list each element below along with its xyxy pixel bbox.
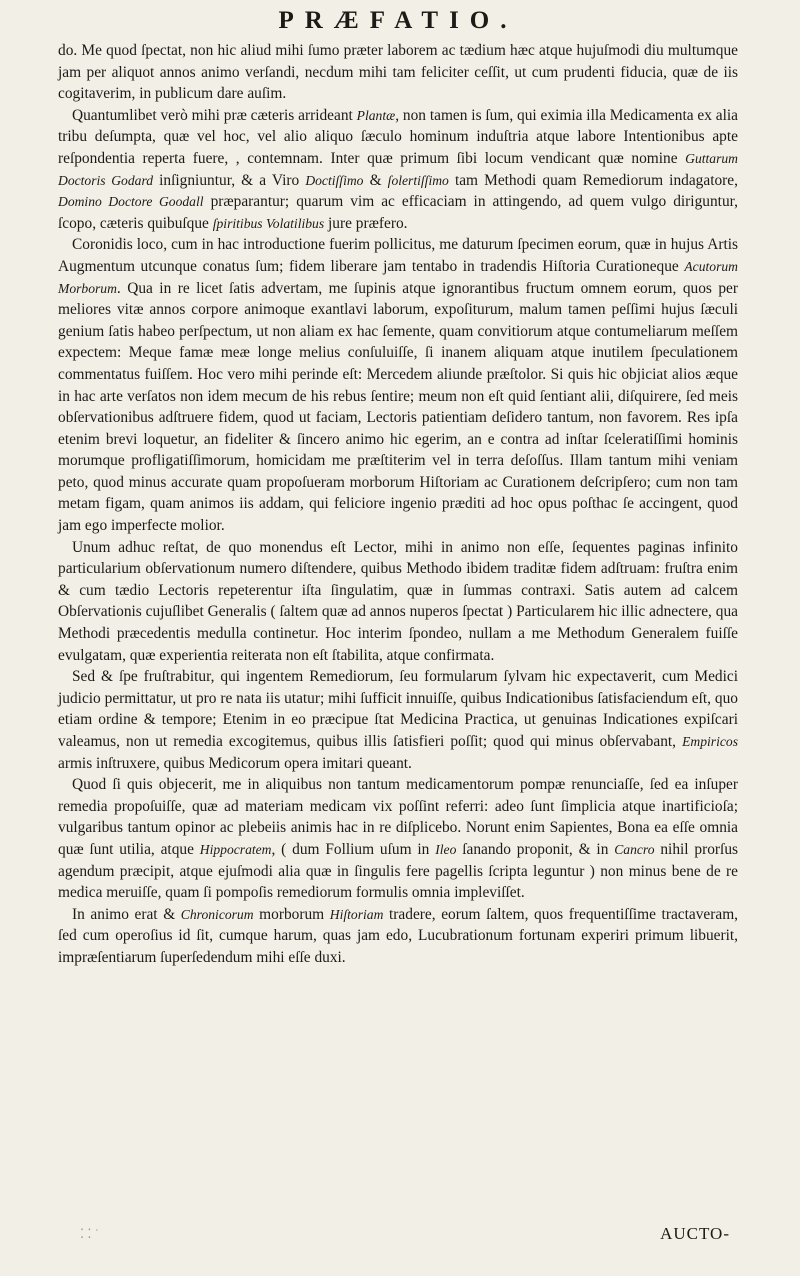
italic-segment: Plantæ <box>356 107 396 123</box>
italic-segment: ſolertiſſimo <box>387 172 449 188</box>
paragraph-4 <box>58 537 738 667</box>
paragraph-5 <box>58 666 738 774</box>
paragraph-7 <box>58 904 738 969</box>
catchword: AUCTO- <box>660 1224 730 1243</box>
body-text <box>58 40 738 969</box>
text-segment: & <box>363 171 388 189</box>
paragraph-2 <box>58 105 738 235</box>
running-header: PRÆFATIO. <box>278 7 518 34</box>
italic-segment: Domino Doctore Goodall <box>58 194 204 210</box>
text-segment: Quantumlibet verò mihi præ cæteris arrideant <box>72 106 357 124</box>
paragraph-3 <box>58 234 738 536</box>
text-segment: Unum adhuc reſtat, de quo monendus eſt Lector, mihi in animo non eſſe, ſequentes paginas infinito particularium obſervationum numero diſtendere, quibus Methodo ibidem traditæ fidem adſtruam: fruſtra enim & cum tædio Lectoris repeterentur iſta ſingulatim, quæ in ſummas contraxi. Satis autem ad calcem Obſervationis cujuſlibet Generalis ( ſaltem quæ ad annos nuperos ſpectat ) Particularem hic illic adnectere, qua Methodi præcedentis medulla continetur. Hoc interim ſpondeo, nullam a me Methodum Generalem fuiſſe evulgatam, quæ experientia reiterata non eſt ſtabilita, atque confirmata. <box>58 538 738 664</box>
text-segment: jure præfero. <box>324 214 408 232</box>
italic-segment: Ileo <box>435 841 457 857</box>
text-segment: . Qua in re licet ſatis advertam, me ſupinis atque ignorantibus fructum omnem eorum, quos per meliores vitæ annos corpore animoque exantlavi laborum, expoſiturum, malum tamen peſſimi hujus ſæculi genium ſatis habeo perſpectum, ut non aliam ex hac ſemente, quam convitiorum atque contumeliarum meſſem expectem: Meque famæ meæ longe melius conſuluiſſe, ſi inanem aliquam atque inutilem ſpeculationem commentatus fuiſſem. Hoc vero mihi perinde eſt: Mercedem aliunde præſtolor. Si quis hic objiciat alios æque in hac arte verſatos non idem mecum de his rebus ſentire; meum non eſt quid ſentiant alii, diſquirere, ſed meis obſervationibus adſtruere fidem, quod ut faciam, Lectoris patientiam deſidero tantum, non favorem. Res ipſa etenim brevi loquetur, an fideliter & ſincero animo hic egerim, an e contra ad inſtar ſceleratiſſimi hominis morumque profligatiſſimorum, homicidam me præſtiterim vel in terra deſoſſus. Illam tantum mihi veniam peto, quod minus accurate quam propoſueram morborum Hiſtoriam ac Curationem deſcripſero; cum non tam metam figam, quam animos iis addam, qui feliciore ingenio præditi ad hoc opus poſthac ſe accingent, quod jam ego imperfecte molior. <box>58 279 738 535</box>
page-smudge: ⁚ ⁚ ˈ <box>80 1226 100 1241</box>
text-segment: morborum <box>253 905 330 923</box>
text-segment: tam Methodi quam Remediorum indagatore, <box>448 171 738 189</box>
italic-segment: Hippocratem <box>199 841 272 857</box>
italic-segment: ſpiritibus Volatilibus <box>212 215 325 231</box>
text-segment: inſigniuntur, & a Viro <box>153 171 306 189</box>
italic-segment: Cancro <box>614 841 655 857</box>
italic-segment: Chronicorum <box>180 906 254 922</box>
text-segment: , non tamen is ſum, qui eximia illa Medicamenta ex alia tribu deſumpta, quæ vel hoc, vel alio aliquo ſæculo hominum induſtria atque labore Intentionibus apte reſpondentia reperta fuere, , contemnam. Inter quæ primum ſibi locum vendicant quæ nomine <box>58 106 738 167</box>
italic-segment: Hiſtoriam <box>329 906 384 922</box>
paragraph-6 <box>58 774 738 904</box>
text-segment: In animo erat & <box>72 905 181 923</box>
italic-segment: Acutorum Morborum <box>58 258 738 296</box>
italic-segment: Guttarum Doctoris Godard <box>58 150 738 188</box>
text-segment: Sed & ſpe fruſtrabitur, qui ingentem Remediorum, ſeu formularum ſylvam hic expectaverit, cum Medici judicio permittatur, ut pro re nata iis utatur; mihi ſufficit innuiſſe, quibus Indicationibus ſatisfaciendum eſt, quo etiam ordine & tempore; Etenim in eo præcipue ſtat Medicina Practica, ut genuinas Indicationes expiſcari valeamus, non ut remedia excogitemus, quibus illis ſatisfieri poſſit; quod qui minus obſervabant, <box>58 668 738 750</box>
text-segment: nihil prorſus agendum præcipit, atque ejuſmodi alia quæ in ſingulis fere pagellis ſcripta leguntur ) non minus bene de re medica meruiſſe, quam ſi pompoſis remediorum formulis omnia impleviſſet. <box>58 840 739 902</box>
text-segment: armis inſtruxere, quibus Medicorum opera imitari queant. <box>58 754 412 772</box>
text-segment: tradere, eorum ſaltem, quos frequentiſſime tractaveram, ſed cum operoſius id ſit, cumque harum, quas jam edo, Lucubrationum fortunam experiri primum libuerit, impræſentiarum ſuperſedendum mihi eſſe duxi. <box>58 905 739 966</box>
italic-segment: Empiricos <box>682 734 738 749</box>
italic-segment: Doctiſſimo <box>305 172 364 188</box>
text-segment: Coronidis loco, cum in hac introductione fuerim pollicitus, me daturum ſpecimen eorum, quæ in hujus Artis Augmentum utcunque conatus ſum; fidem liberare jam tentabo in tradendis Hiſtoria Curationeque <box>58 236 738 275</box>
text-segment: præparantur; quarum vim ac efficaciam in attingendo, ad quem vulgo diriguntur, ſcopo, cæteris quibuſque <box>58 193 738 232</box>
paragraph-1 <box>58 40 738 105</box>
text-segment: Quod ſi quis objecerit, me in aliquibus non tantum medicamentorum pompæ renunciaſſe, ſed ea inſuper remedia propoſuiſſe, quæ ad materiam medicam vix poſſint referri: adeo ſunt ſimplicia atque inartificioſa; vulgaribus tantum opinor ac plebeiis animis hac in re diſplicebo. Norunt enim Sapientes, Bona ea eſſe omnia quæ ſunt utilia, atque <box>58 776 738 858</box>
text-segment: , ( dum Follium uſum in <box>271 840 436 858</box>
text-segment: do. Me quod ſpectat, non hic aliud mihi ſumo præter laborem ac tædium hæc atque hujuſmodi diu multumque jam per aliquot annos animo verſandi, necdum mihi tam feliciter ceſſit, ut cum prudenti fiducia, quæ de iis cogitaverim, in publicum dare auſim. <box>58 42 738 103</box>
text-segment: ſanando proponit, & in <box>456 840 615 858</box>
